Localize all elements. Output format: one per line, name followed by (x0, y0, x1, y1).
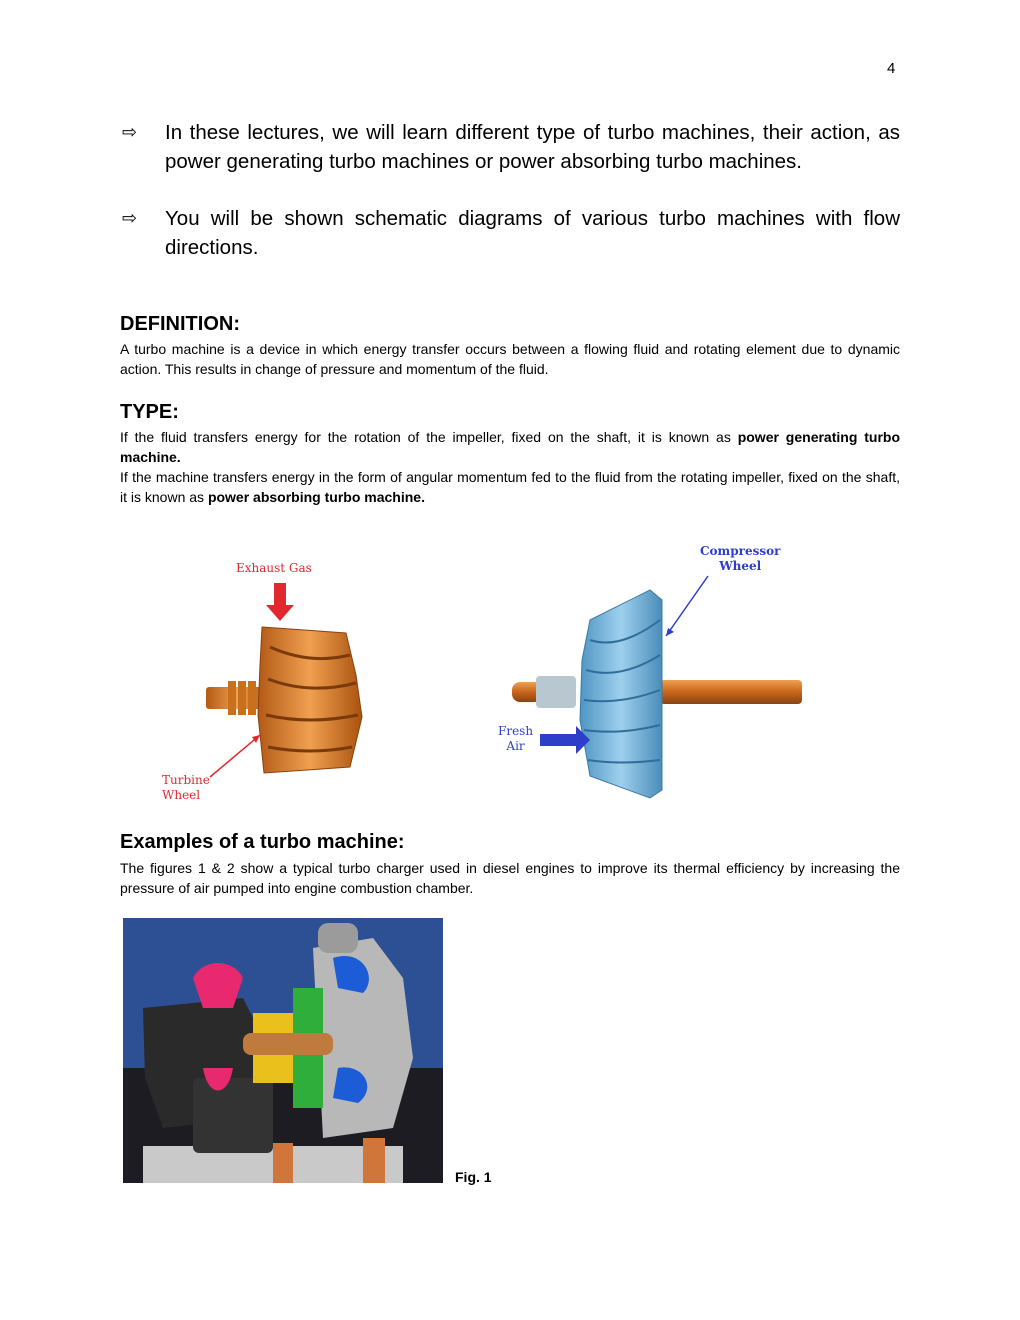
bullet-item-1 (122, 118, 900, 176)
power-absorbing-paragraph: If the machine transfers energy in the form of angular momentum fed to the fluid from the rotating impeller, fixed on the shaft, it is known as power absorbing turbo machine. (120, 469, 900, 505)
examples-text: The figures 1 & 2 show a typical turbo charger used in diesel engines to improve its thermal efficiency by increasing the pressure of air pumped into engine combustion chamber. (120, 860, 900, 896)
examples-heading: Examples of a turbo machine: (120, 831, 405, 853)
arrow-icon: ⇨ (122, 208, 138, 228)
bullet-text: In these lectures, we will learn different type of turbo machines, their action, as power generating turbo machines or power absorbing turbo machines. (165, 121, 900, 173)
arrow-icon: ⇨ (122, 122, 138, 142)
turbocharger-photo (123, 918, 443, 1183)
figure-caption: Fig. 1 (455, 1169, 492, 1185)
bullet-item-2 (122, 204, 900, 262)
fresh-air-label: Fresh Air (498, 724, 534, 753)
turbine-wheel-illustration (160, 555, 400, 805)
definition-heading: DEFINITION: (120, 313, 240, 335)
type-heading: TYPE: (120, 401, 179, 423)
turbine-wheel-label: Turbine Wheel (162, 773, 210, 802)
turbine-wheel-figure (160, 555, 400, 805)
power-generating-term: power generating turbo machine. (120, 429, 901, 465)
exhaust-gas-label: Exhaust Gas (236, 561, 312, 575)
power-generating-paragraph: If the fluid transfers energy for the rotation of the impeller, fixed on the shaft, it is known as power generating turbo machine. (120, 429, 901, 465)
turbocharger-illustration (123, 918, 443, 1183)
power-absorbing-term: power absorbing turbo machine. (207, 489, 425, 505)
compressor-wheel-figure (490, 540, 810, 810)
page-number: 4 (887, 60, 896, 77)
compressor-wheel-label: Compressor Wheel (700, 544, 781, 573)
definition-text: A turbo machine is a device in which energy transfer occurs between a flowing fluid and rotating element due to dynamic action. This results in change of pressure and momentum of the fluid. (120, 341, 900, 377)
bullet-text: You will be shown schematic diagrams of various turbo machines with flow directions. (165, 207, 900, 259)
type-text (120, 427, 900, 507)
compressor-wheel-illustration (490, 540, 810, 810)
